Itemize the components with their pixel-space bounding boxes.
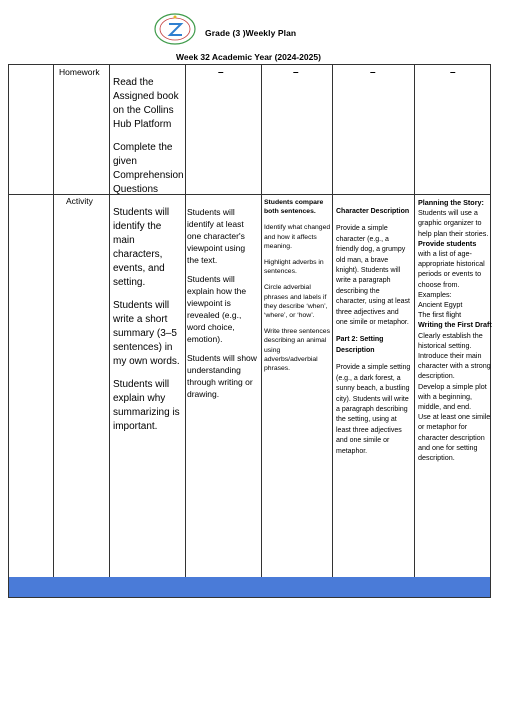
column-divider [109, 65, 110, 597]
draft-step: Use at least one simile or metaphor for character description and one for setting description. [418, 412, 491, 463]
page-title: Grade (3 )Weekly Plan [205, 28, 297, 38]
homework-task-1: Read the Assigned book on the Collins Hub Platform [113, 77, 179, 130]
activity-monday-item: Students will write a short summary (3–5 sentences) in my own words. [113, 300, 180, 367]
column-divider [414, 65, 415, 597]
activity-tuesday-item: Students will show understanding through writing or drawing. [187, 353, 257, 399]
homework-label: Homework [59, 67, 100, 77]
column-divider [185, 65, 186, 597]
column-divider [261, 65, 262, 597]
school-crest-logo [152, 12, 198, 46]
activity-wednesday-item: Circle adverbial phrases and labels if they describe ‘when’, ‘where’, or ‘how’. [264, 284, 328, 320]
homework-tuesday: – [218, 67, 224, 78]
column-divider [53, 65, 54, 597]
provide-students-heading: Provide students [418, 238, 477, 248]
footer-bar [9, 577, 490, 597]
first-draft-heading: Writing the First Draft [418, 320, 492, 330]
draft-step: Develop a simple plot with a beginning, middle, and end. [418, 381, 487, 412]
homework-monday [113, 76, 183, 206]
activity-monday-item: Students will explain why summarizing is important. [113, 379, 180, 432]
homework-friday: – [450, 67, 456, 78]
planning-text: Students will use a graphic organizer to help plan their stories. [418, 208, 489, 238]
example-item: Ancient Egypt [418, 300, 463, 310]
planning-heading: Planning the Story: [418, 198, 484, 207]
activity-thursday [336, 207, 412, 464]
activity-wednesday-item: Write three sentences describing an animal using adverbs/adverbial phrases. [264, 328, 330, 373]
draft-step: Introduce their main character with a strong description. [418, 351, 491, 381]
setting-description-text: Provide a simple setting (e.g., a dark forest, a sunny beach, a bustling city). Students will write a paragraph describing the setting, using at least three adjectives and one simile or metaphor. [336, 364, 411, 455]
activity-wednesday-heading: Students compare both sentences. [264, 199, 324, 216]
activity-tuesday-item: Students will explain how the viewpoint is revealed (e.g., word choice, emotion). [187, 274, 247, 344]
draft-step: Clearly establish the historical setting. [418, 330, 483, 350]
activity-friday [418, 198, 492, 463]
example-item: The first flight [418, 310, 462, 320]
character-description-heading: Character Description [336, 208, 410, 215]
provide-students-text: with a list of age-appropriate historical periods or events to choose from. [418, 249, 485, 289]
row-divider [9, 194, 490, 195]
activity-monday-item: Students will identify the main characters, events, and setting. [113, 207, 170, 288]
examples-label: Examples: [418, 289, 452, 299]
column-divider [332, 65, 333, 597]
homework-thursday: – [370, 67, 376, 78]
activity-wednesday-item: Identify what changed and how it affects meaning. [264, 224, 331, 250]
character-description-text: Provide a simple character (e.g., a friendly dog, a grumpy old man, a brave knight). Students will write a paragraph describing the character, using at least three adjectives and one simile or metaphor. [336, 225, 410, 327]
page-subtitle: Week 32 Academic Year (2024-2025) [176, 52, 321, 62]
activity-wednesday [264, 198, 331, 380]
homework-wednesday: – [293, 67, 299, 78]
activity-monday [113, 206, 183, 443]
setting-description-heading: Part 2: Setting Description [336, 336, 384, 354]
activity-tuesday [187, 206, 259, 407]
activity-wednesday-item: Highlight adverbs in sentences. [264, 259, 324, 276]
homework-task-2: Complete the given Comprehension Questions [113, 142, 184, 195]
activity-label: Activity [66, 196, 93, 206]
activity-tuesday-item: Students will identify at least one character's viewpoint using the text. [187, 207, 246, 265]
weekly-plan-table [8, 64, 491, 598]
